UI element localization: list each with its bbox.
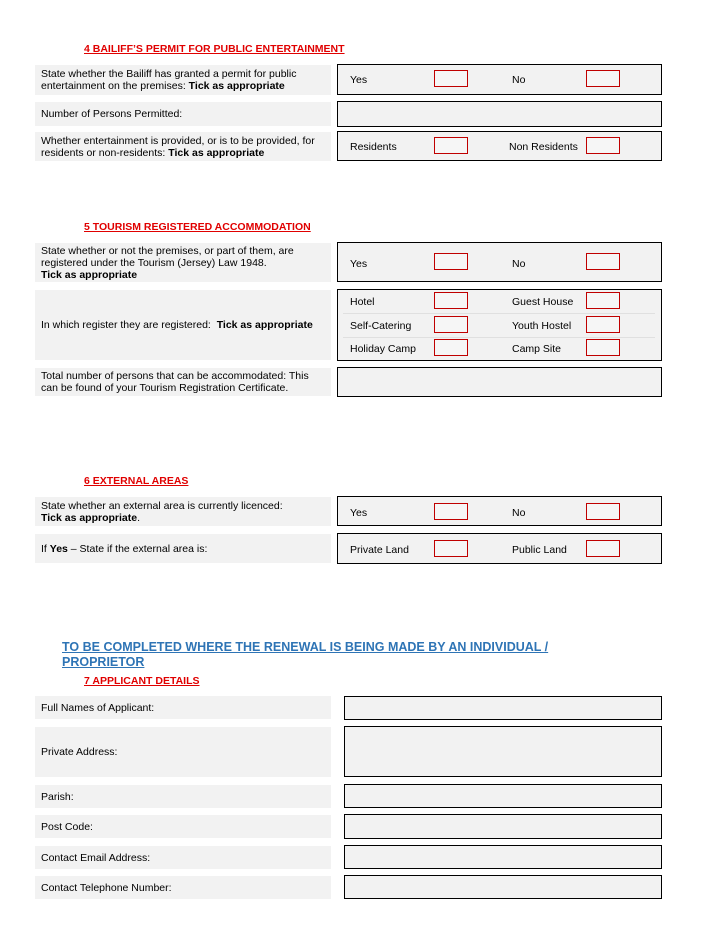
- external-tick-hint: Tick as appropriate: [41, 511, 138, 524]
- self-catering-checkbox[interactable]: [434, 316, 468, 333]
- entertainment-residents-text: Whether entertainment is provided, or is to be provided, for residents or non-residents:: [41, 134, 315, 159]
- register-row-divider: [343, 313, 655, 314]
- permit-yes-checkbox[interactable]: [434, 70, 468, 87]
- permit-no-label: No: [512, 74, 526, 86]
- guest-house-label: Guest House: [512, 296, 574, 308]
- non-residents-label: Non Residents: [509, 141, 578, 153]
- self-catering-label: Self-Catering: [350, 320, 412, 332]
- youth-hostel-label: Youth Hostel: [512, 320, 572, 332]
- permit-granted-tick-hint: Tick as appropriate: [188, 80, 285, 92]
- external-licenced-label: State whether an external area is currently licenced: Tick as appropriate.: [35, 497, 331, 526]
- permit-no-checkbox[interactable]: [586, 70, 620, 87]
- external-land-prefix: If: [41, 542, 47, 555]
- guest-house-checkbox[interactable]: [586, 292, 620, 309]
- tourism-registered-text: State whether or not the premises, or part of them, are registered under the Tourism (Jersey) Law 1948.: [41, 244, 294, 269]
- contact-email-text: Contact Email Address:: [41, 851, 151, 864]
- external-yes-label: Yes: [350, 507, 368, 519]
- camp-site-checkbox[interactable]: [586, 339, 620, 356]
- permit-granted-label: [35, 65, 331, 95]
- residents-label: Residents: [350, 141, 397, 153]
- section-7-title: 7 APPLICANT DETAILS: [84, 675, 200, 687]
- post-code-input[interactable]: [344, 814, 662, 839]
- section-4-title: 4 BAILIFF’S PERMIT FOR PUBLIC ENTERTAINMENT: [84, 43, 345, 55]
- persons-permitted-text: Number of Persons Permitted:: [41, 108, 183, 120]
- external-yes-checkbox[interactable]: [434, 503, 468, 520]
- individual-renewal-heading: TO BE COMPLETED WHERE THE RENEWAL IS BEING MADE BY AN INDIVIDUAL / PROPRIETOR: [62, 640, 549, 669]
- total-accommodated-text: Total number of persons that can be accommodated: This can be found of your Tourism Registration Certificate.: [41, 370, 309, 394]
- tourism-registered-label: [35, 243, 331, 282]
- private-address-input[interactable]: [344, 726, 662, 777]
- private-address-label: [35, 727, 331, 777]
- residents-checkbox[interactable]: [434, 137, 468, 154]
- non-residents-checkbox[interactable]: [586, 137, 620, 154]
- full-names-input[interactable]: [344, 696, 662, 720]
- external-licenced-text: State whether an external area is currently licenced:: [41, 499, 283, 512]
- persons-permitted-input[interactable]: [337, 101, 662, 127]
- post-code-text: Post Code:: [41, 820, 93, 833]
- contact-telephone-input[interactable]: [344, 875, 662, 899]
- entertainment-tick-hint: Tick as appropriate: [168, 146, 265, 159]
- private-address-text: Private Address:: [41, 746, 118, 758]
- camp-site-label: Camp Site: [512, 343, 562, 355]
- external-no-checkbox[interactable]: [586, 503, 620, 520]
- permit-yes-label: Yes: [350, 74, 368, 86]
- entertainment-residents-label: [35, 132, 331, 161]
- external-no-label: No: [512, 507, 526, 519]
- youth-hostel-checkbox[interactable]: [586, 316, 620, 333]
- contact-email-input[interactable]: [344, 845, 662, 869]
- register-type-text: In which register they are registered:: [41, 319, 211, 331]
- holiday-camp-label: Holiday Camp: [350, 343, 416, 355]
- total-accommodated-input[interactable]: [337, 367, 662, 397]
- tourism-tick-hint: Tick as appropriate: [41, 268, 138, 281]
- register-type-label: [35, 290, 331, 360]
- register-tick-hint: Tick as appropriate: [216, 319, 313, 331]
- section-6-title: 6 EXTERNAL AREAS: [84, 475, 189, 487]
- hotel-checkbox[interactable]: [434, 292, 468, 309]
- private-land-label: Private Land: [350, 544, 409, 556]
- hotel-label: Hotel: [350, 296, 375, 308]
- parish-label: [35, 785, 331, 808]
- external-land-label: [35, 534, 331, 563]
- external-land-text: – State if the external area is:: [70, 542, 208, 555]
- public-land-label: Public Land: [512, 544, 567, 556]
- holiday-camp-checkbox[interactable]: [434, 339, 468, 356]
- external-land-yes-bold: Yes: [49, 542, 68, 555]
- contact-telephone-label: [35, 876, 331, 899]
- parish-input[interactable]: [344, 784, 662, 808]
- register-row-divider: [343, 337, 655, 338]
- section-5-title: 5 TOURISM REGISTERED ACCOMMODATION: [84, 221, 311, 233]
- full-names-text: Full Names of Applicant:: [41, 701, 155, 714]
- tourism-yes-checkbox[interactable]: [434, 253, 468, 270]
- public-land-checkbox[interactable]: [586, 540, 620, 557]
- contact-email-label: [35, 846, 331, 869]
- parish-text: Parish:: [41, 790, 74, 803]
- contact-telephone-text: Contact Telephone Number:: [41, 881, 172, 894]
- tourism-no-label: No: [512, 258, 526, 270]
- private-land-checkbox[interactable]: [434, 540, 468, 557]
- full-names-label: [35, 696, 331, 719]
- permit-granted-text: State whether the Bailiff has granted a permit for public entertainment on the premises:: [41, 68, 297, 92]
- persons-permitted-label: [35, 102, 331, 126]
- total-accommodated-label: [35, 368, 331, 396]
- post-code-label: [35, 815, 331, 838]
- tourism-yes-label: Yes: [350, 258, 368, 270]
- tourism-no-checkbox[interactable]: [586, 253, 620, 270]
